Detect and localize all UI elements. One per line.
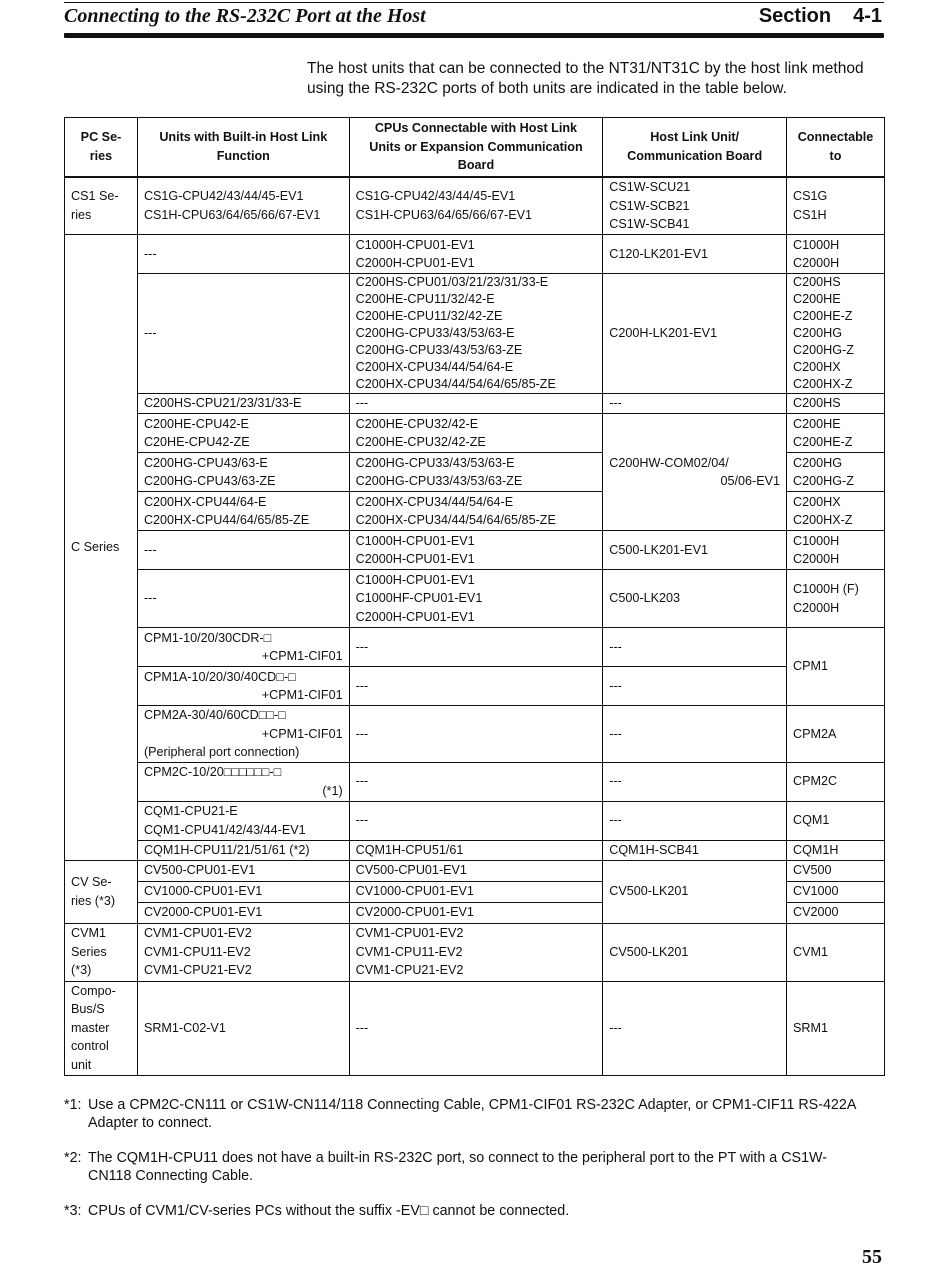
table-row xyxy=(65,628,885,667)
series-cell: CV Se- ries (*3) xyxy=(65,860,138,923)
units-cell: CS1G-CPU42/43/44/45-EV1 CS1H-CPU63/64/65/66/67-EV1 xyxy=(137,177,349,235)
series-cell: CS1 Se- ries xyxy=(65,177,138,235)
units-cell xyxy=(137,706,349,763)
cpus-cell: CV500-CPU01-EV1 xyxy=(349,860,603,881)
units-cell: C200HS-CPU21/23/31/33-E xyxy=(137,394,349,414)
cpus-cell: CS1G-CPU42/43/44/45-EV1 CS1H-CPU63/64/65/66/67-EV1 xyxy=(349,177,603,235)
cpus-cell: --- xyxy=(349,628,603,667)
table-row xyxy=(65,706,885,763)
series-cell: Compo- Bus/S master control unit xyxy=(65,981,138,1075)
units-cell: CQM1-CPU21-E CQM1-CPU41/42/43/44-EV1 xyxy=(137,801,349,840)
cpus-cell: CV2000-CPU01-EV1 xyxy=(349,902,603,923)
units-cell: C200HE-CPU42-E C20HE-CPU42-ZE xyxy=(137,414,349,453)
link-cell: --- xyxy=(603,762,787,801)
footnote-1 xyxy=(64,1096,864,1132)
table-header-row xyxy=(65,118,885,177)
table-row xyxy=(65,531,885,570)
table-row xyxy=(65,570,885,628)
units-text: CPM1A-10/20/30/40CD□-□ xyxy=(143,669,296,684)
link-cell: --- xyxy=(603,801,787,840)
page-header-title: Connecting to the RS-232C Port at the Host xyxy=(64,5,426,27)
cpus-cell: --- xyxy=(349,667,603,706)
footnote-key: *3: xyxy=(64,1203,82,1219)
units-text-cont: +CPM1-CIF01 xyxy=(261,649,343,663)
cpus-cell: --- xyxy=(349,762,603,801)
footnote-key: *2: xyxy=(64,1150,82,1166)
units-cell: CV500-CPU01-EV1 xyxy=(137,860,349,881)
conn-cell: C1000H C2000H xyxy=(787,531,885,570)
link-text-cont: 05/06-EV1 xyxy=(720,474,780,488)
page-number: 55 xyxy=(862,1246,882,1268)
cpus-cell: CVM1-CPU01-EV2 CVM1-CPU11-EV2 CVM1-CPU21-EV2 xyxy=(349,923,603,981)
conn-cell: CQM1 xyxy=(787,801,885,840)
units-text-cont: (*1) xyxy=(322,783,343,798)
table-row xyxy=(65,235,885,274)
series-cell: CVM1 Series (*3) xyxy=(65,923,138,981)
link-cell: --- xyxy=(603,981,787,1075)
conn-cell: CPM2A xyxy=(787,706,885,763)
table-row xyxy=(65,177,885,235)
section-word: Section xyxy=(758,5,832,27)
table-row xyxy=(65,667,885,706)
link-cell: CS1W-SCU21 CS1W-SCB21 CS1W-SCB41 xyxy=(603,177,787,235)
table-row xyxy=(65,840,885,860)
table-row xyxy=(65,394,885,414)
table-row xyxy=(65,981,885,1075)
table-row xyxy=(65,801,885,840)
table-row xyxy=(65,274,885,394)
conn-cell: SRM1 xyxy=(787,981,885,1075)
units-cell: CV2000-CPU01-EV1 xyxy=(137,902,349,923)
col-header-pc-series: PC Se- ries xyxy=(65,118,138,177)
cpus-cell: --- xyxy=(349,706,603,763)
footnote-text: The CQM1H-CPU11 does not have a built-in RS-232C port, so connect to the peripheral port to the PT with a CS1W-CN118 Connecting Cable. xyxy=(88,1150,828,1184)
cpus-cell: C200HE-CPU32/42-E C200HE-CPU32/42-ZE xyxy=(349,414,603,453)
units-cell xyxy=(137,667,349,706)
link-cell: C120-LK201-EV1 xyxy=(603,235,787,274)
conn-cell: CQM1H xyxy=(787,840,885,860)
cpus-cell: C1000H-CPU01-EV1 C2000H-CPU01-EV1 xyxy=(349,531,603,570)
conn-cell: CVM1 xyxy=(787,923,885,981)
units-cell xyxy=(137,628,349,667)
table-row xyxy=(65,414,885,453)
link-cell: --- xyxy=(603,394,787,414)
footnote-key: *1: xyxy=(64,1097,82,1113)
conn-cell: CV1000 xyxy=(787,881,885,902)
conn-cell: C200HS C200HE C200HE-Z C200HG C200HG-Z C200HX C200HX-Z xyxy=(787,274,885,394)
units-cell: C200HG-CPU43/63-E C200HG-CPU43/63-ZE xyxy=(137,453,349,492)
units-cell: CVM1-CPU01-EV2 CVM1-CPU11-EV2 CVM1-CPU21-EV2 xyxy=(137,923,349,981)
units-text: CPM2C-10/20□□□□□□-□ xyxy=(143,765,282,779)
units-cell: --- xyxy=(137,274,349,394)
conn-cell: C1000H C2000H xyxy=(787,235,885,274)
cpus-cell: CQM1H-CPU51/61 xyxy=(349,840,603,860)
cpus-cell: C200HG-CPU33/43/53/63-E C200HG-CPU33/43/53/63-ZE xyxy=(349,453,603,492)
footnote-text: CPUs of CVM1/CV-series PCs without the suffix -EV□ cannot be connected. xyxy=(88,1203,570,1219)
col-header-builtin-units: Units with Built-in Host Link Function xyxy=(137,118,349,177)
header-rule xyxy=(64,33,884,38)
conn-cell: C200HG C200HG-Z xyxy=(787,453,885,492)
table-row xyxy=(65,923,885,981)
col-header-host-link-unit: Host Link Unit/ Communication Board xyxy=(603,118,787,177)
col-header-connectable-cpus: CPUs Connectable with Host Link Units or Expansion Communication Board xyxy=(349,118,603,177)
cpus-cell: C200HX-CPU34/44/54/64-E C200HX-CPU34/44/54/64/65/85-ZE xyxy=(349,492,603,531)
section-number: 4-1 xyxy=(853,5,882,27)
footnote-3 xyxy=(64,1202,864,1220)
units-text: CPM2A-30/40/60CD□□-□ xyxy=(143,708,286,722)
cpus-cell: --- xyxy=(349,394,603,414)
units-text-cont: +CPM1-CIF01 xyxy=(261,688,343,702)
link-cell: CQM1H-SCB41 xyxy=(603,840,787,860)
units-cell xyxy=(137,762,349,801)
units-cell: C200HX-CPU44/64-E C200HX-CPU44/64/65/85-ZE xyxy=(137,492,349,531)
table-row xyxy=(65,762,885,801)
conn-cell: CV500 xyxy=(787,860,885,881)
cpus-cell: --- xyxy=(349,801,603,840)
units-cell: CQM1H-CPU11/21/51/61 (*2) xyxy=(137,840,349,860)
footnote-text: Use a CPM2C-CN111 or CS1W-CN114/118 Connecting Cable, CPM1-CIF01 RS-232C Adapter, or CPM1-CIF11 RS-422A Adapter to connect. xyxy=(88,1097,856,1131)
link-cell: CV500-LK201 xyxy=(603,923,787,981)
col-header-connectable-to: Connectable to xyxy=(787,118,885,177)
conn-cell: CV2000 xyxy=(787,902,885,923)
cpus-cell: CV1000-CPU01-EV1 xyxy=(349,881,603,902)
link-text: C200HW-COM02/04/ xyxy=(609,455,729,470)
link-cell xyxy=(603,414,787,531)
intro-paragraph: The host units that can be connected to the NT31/NT31C by the host link method using the RS-232C ports of both units are indicated in the table below. xyxy=(307,60,864,97)
units-cell: SRM1-C02-V1 xyxy=(137,981,349,1075)
cpus-cell: C200HS-CPU01/03/21/23/31/33-E C200HE-CPU11/32/42-E C200HE-CPU11/32/42-ZE C200HG-CPU33/43/53/63-E C200HG-CPU33/43/53/63-ZE C200HX-CPU34/44/54/64-E C200HX-CPU34/44/54/64/65/85-ZE xyxy=(349,274,603,394)
cpus-cell: C1000H-CPU01-EV1 C1000HF-CPU01-EV1 C2000H-CPU01-EV1 xyxy=(349,570,603,628)
conn-cell: C200HS xyxy=(787,394,885,414)
units-cell: --- xyxy=(137,570,349,628)
conn-cell: CS1G CS1H xyxy=(787,177,885,235)
units-note: (Peripheral port connection) xyxy=(143,745,300,759)
units-cell: CV1000-CPU01-EV1 xyxy=(137,881,349,902)
footnote-2 xyxy=(64,1149,864,1185)
table-row xyxy=(65,860,885,881)
section-label xyxy=(759,5,882,28)
link-cell: C500-LK201-EV1 xyxy=(603,531,787,570)
conn-cell: C1000H (F) C2000H xyxy=(787,570,885,628)
units-text: CPM1-10/20/30CDR-□ xyxy=(143,630,272,645)
link-cell: C200H-LK201-EV1 xyxy=(603,274,787,394)
link-cell: --- xyxy=(603,667,787,706)
conn-cell: CPM2C xyxy=(787,762,885,801)
link-cell: CV500-LK201 xyxy=(603,860,787,923)
conn-cell: C200HE C200HE-Z xyxy=(787,414,885,453)
series-cell: C Series xyxy=(65,235,138,861)
units-cell: --- xyxy=(137,235,349,274)
units-cell: --- xyxy=(137,531,349,570)
host-link-table xyxy=(64,117,885,1076)
units-text-cont: +CPM1-CIF01 xyxy=(261,726,343,741)
conn-cell: CPM1 xyxy=(787,628,885,706)
cpus-cell: --- xyxy=(349,981,603,1075)
cpus-cell: C1000H-CPU01-EV1 C2000H-CPU01-EV1 xyxy=(349,235,603,274)
footnotes xyxy=(64,1096,864,1237)
header-top-rule xyxy=(64,2,884,3)
link-cell: --- xyxy=(603,628,787,667)
link-cell: C500-LK203 xyxy=(603,570,787,628)
link-cell: --- xyxy=(603,706,787,763)
conn-cell: C200HX C200HX-Z xyxy=(787,492,885,531)
